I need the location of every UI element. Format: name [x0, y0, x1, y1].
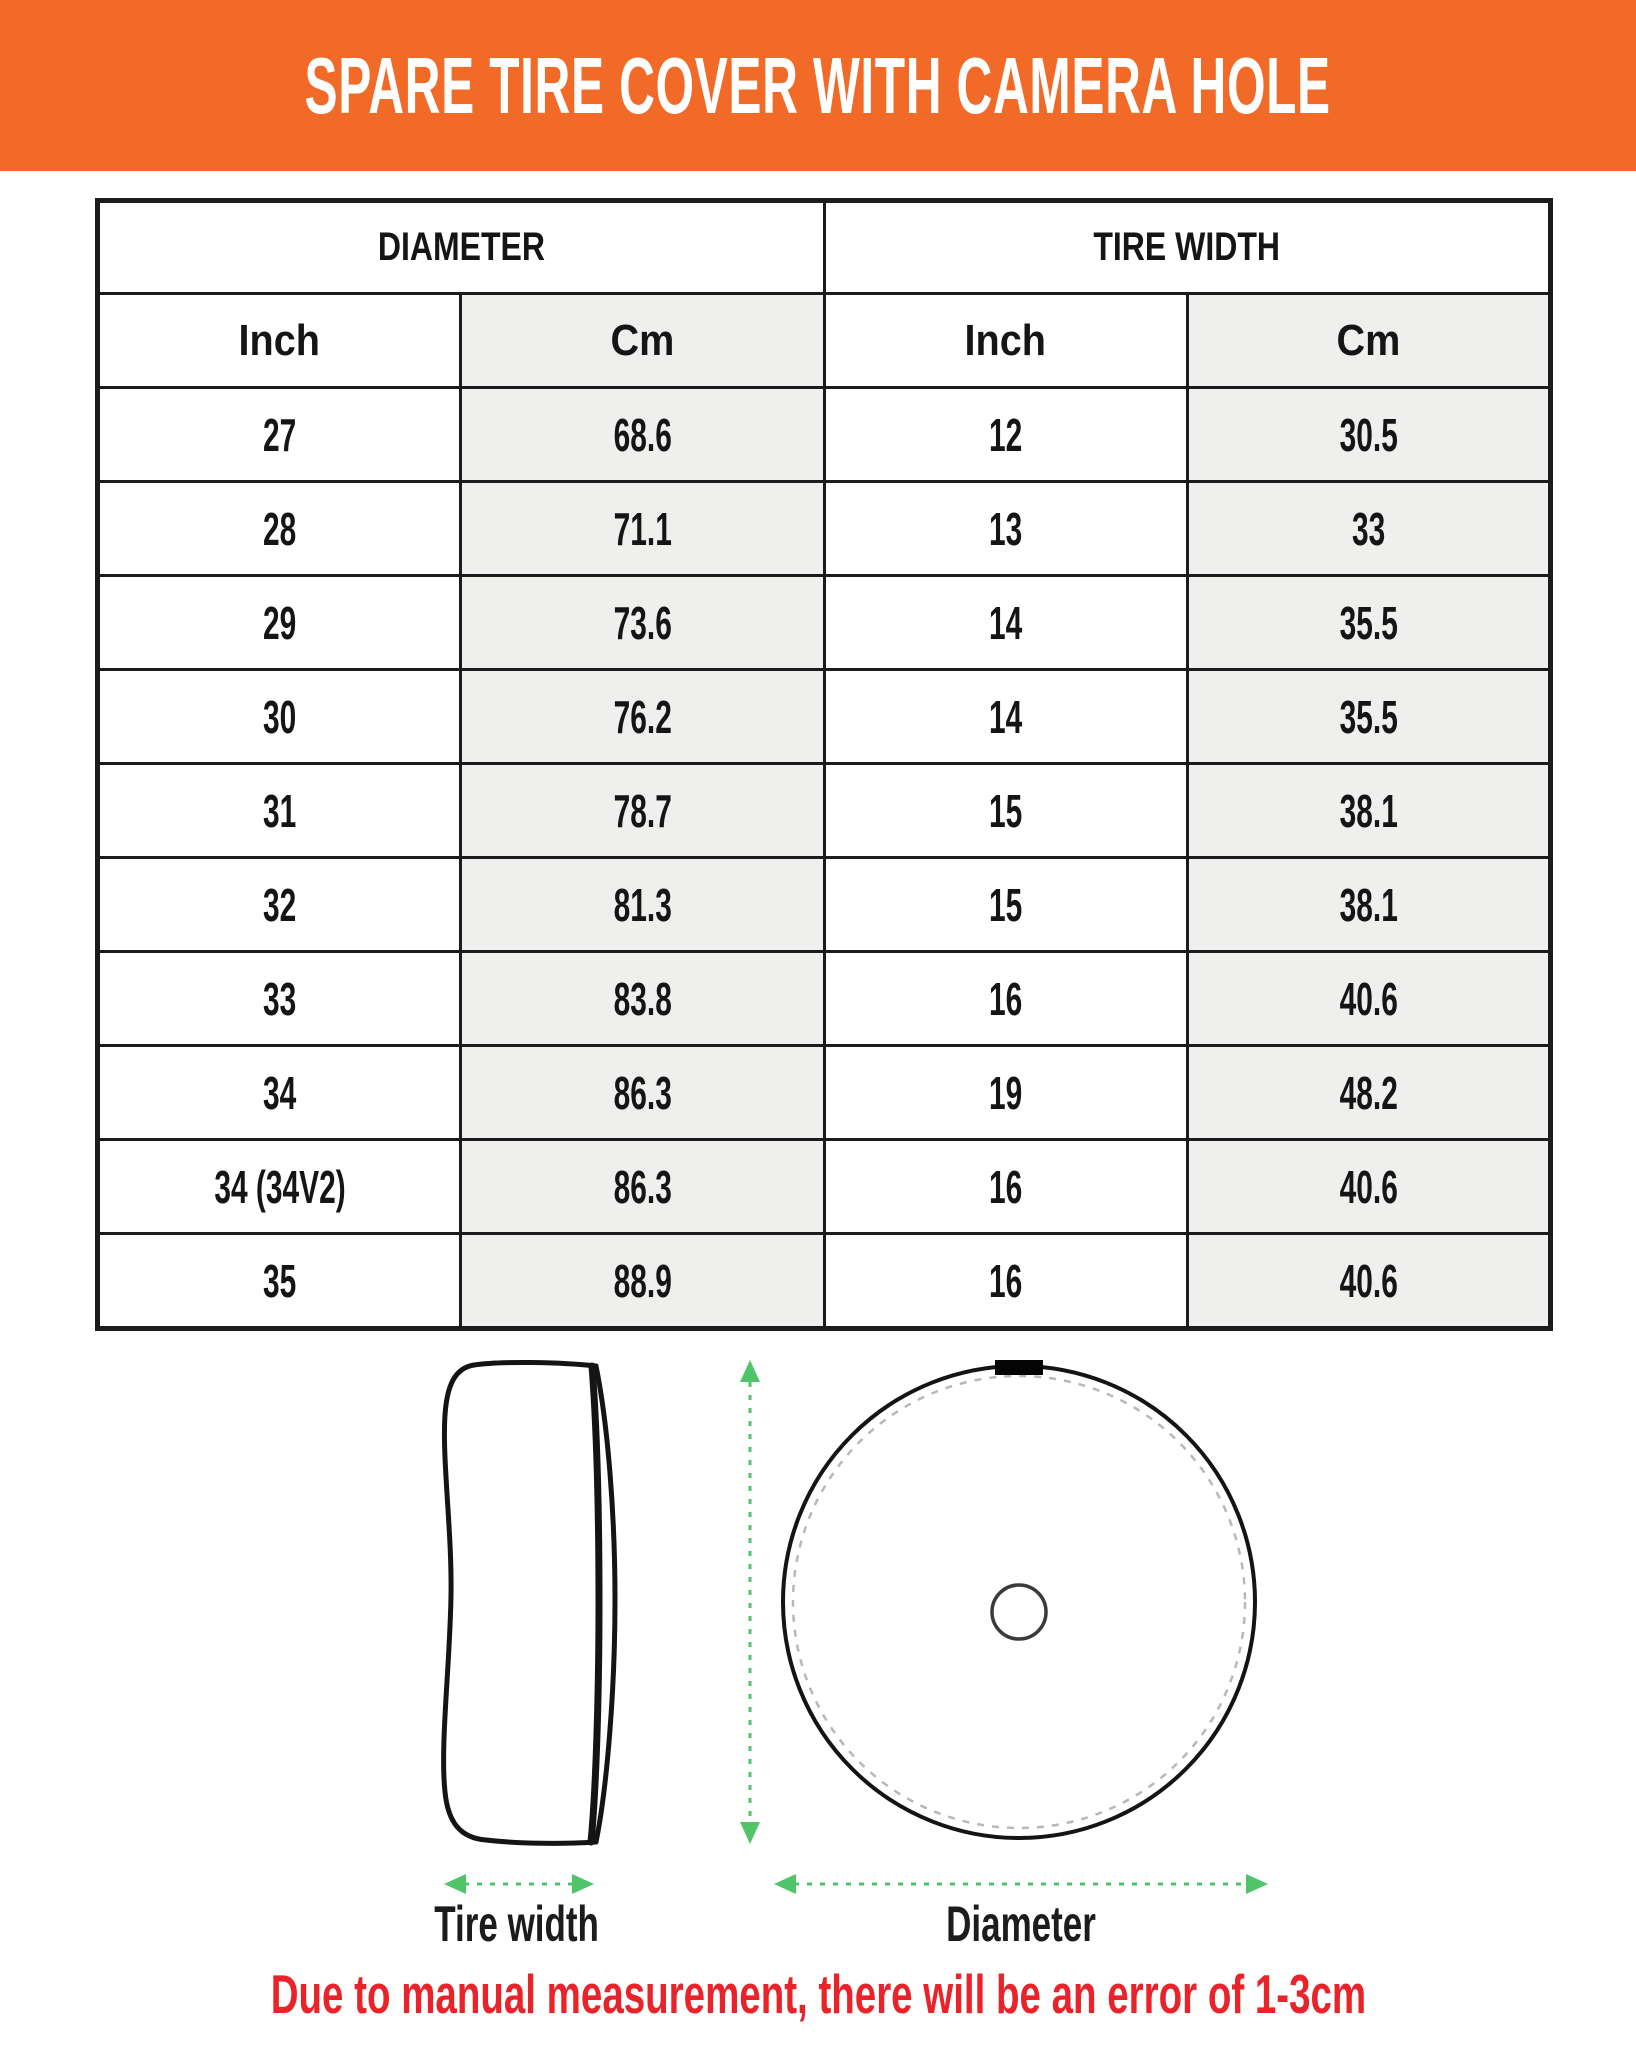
- col-header-diameter-cm: Cm: [461, 294, 824, 388]
- cell-width-inch: 12: [824, 388, 1187, 482]
- cell-width-cm: 38.1: [1187, 764, 1550, 858]
- cell-diameter-cm: 83.8: [461, 952, 824, 1046]
- tire-width-arrow: [444, 1874, 594, 1894]
- measurement-disclaimer: Due to manual measurement, there will be an error of 1-3cm: [270, 1963, 1366, 2025]
- cell-diameter-inch: 27: [98, 388, 461, 482]
- cell-width-cm: 35.5: [1187, 670, 1550, 764]
- tire-width-group-header: TIRE WIDTH: [824, 201, 1551, 294]
- hanger-tab: [995, 1360, 1043, 1375]
- diameter-vertical-arrow: [740, 1360, 760, 1844]
- diameter-arrow: [774, 1874, 1268, 1894]
- cell-diameter-inch: 33: [98, 952, 461, 1046]
- cell-width-inch: 16: [824, 1234, 1187, 1329]
- cell-diameter-inch: 29: [98, 576, 461, 670]
- cell-width-inch: 14: [824, 576, 1187, 670]
- cell-diameter-cm: 68.6: [461, 388, 824, 482]
- cell-diameter-inch: 35: [98, 1234, 461, 1329]
- col-header-diameter-inch: Inch: [98, 294, 461, 388]
- diameter-label: Diameter: [946, 1896, 1096, 1952]
- cell-diameter-cm: 71.1: [461, 482, 824, 576]
- page-title: SPARE TIRE COVER WITH CAMERA HOLE: [304, 40, 1332, 130]
- cell-width-cm: 48.2: [1187, 1046, 1550, 1140]
- cell-width-inch: 16: [824, 952, 1187, 1046]
- cell-width-inch: 13: [824, 482, 1187, 576]
- cell-width-cm: 38.1: [1187, 858, 1550, 952]
- cell-diameter-cm: 86.3: [461, 1046, 824, 1140]
- col-header-width-cm: Cm: [1187, 294, 1550, 388]
- cell-diameter-cm: 78.7: [461, 764, 824, 858]
- cell-diameter-inch: 34: [98, 1046, 461, 1140]
- col-header-width-inch: Inch: [824, 294, 1187, 388]
- diameter-group-header: DIAMETER: [98, 201, 825, 294]
- cell-width-inch: 16: [824, 1140, 1187, 1234]
- cell-diameter-inch: 34 (34V2): [98, 1140, 461, 1234]
- cell-diameter-inch: 31: [98, 764, 461, 858]
- cell-width-inch: 14: [824, 670, 1187, 764]
- cell-diameter-cm: 81.3: [461, 858, 824, 952]
- cell-width-cm: 40.6: [1187, 1234, 1550, 1329]
- cell-diameter-inch: 30: [98, 670, 461, 764]
- tire-width-label: Tire width: [434, 1896, 600, 1952]
- cell-width-cm: 33: [1187, 482, 1550, 576]
- cell-width-inch: 15: [824, 858, 1187, 952]
- cell-diameter-cm: 76.2: [461, 670, 824, 764]
- cell-width-cm: 40.6: [1187, 952, 1550, 1046]
- cell-diameter-inch: 32: [98, 858, 461, 952]
- cell-width-cm: 40.6: [1187, 1140, 1550, 1234]
- tire-front-view: [783, 1360, 1255, 1838]
- cell-width-cm: 30.5: [1187, 388, 1550, 482]
- camera-hole: [992, 1585, 1046, 1639]
- cell-diameter-inch: 28: [98, 482, 461, 576]
- cell-width-inch: 15: [824, 764, 1187, 858]
- cell-width-cm: 35.5: [1187, 576, 1550, 670]
- tire-side-view: [444, 1362, 615, 1843]
- cell-width-inch: 19: [824, 1046, 1187, 1140]
- cell-diameter-cm: 73.6: [461, 576, 824, 670]
- cell-diameter-cm: 88.9: [461, 1234, 824, 1329]
- cell-diameter-cm: 86.3: [461, 1140, 824, 1234]
